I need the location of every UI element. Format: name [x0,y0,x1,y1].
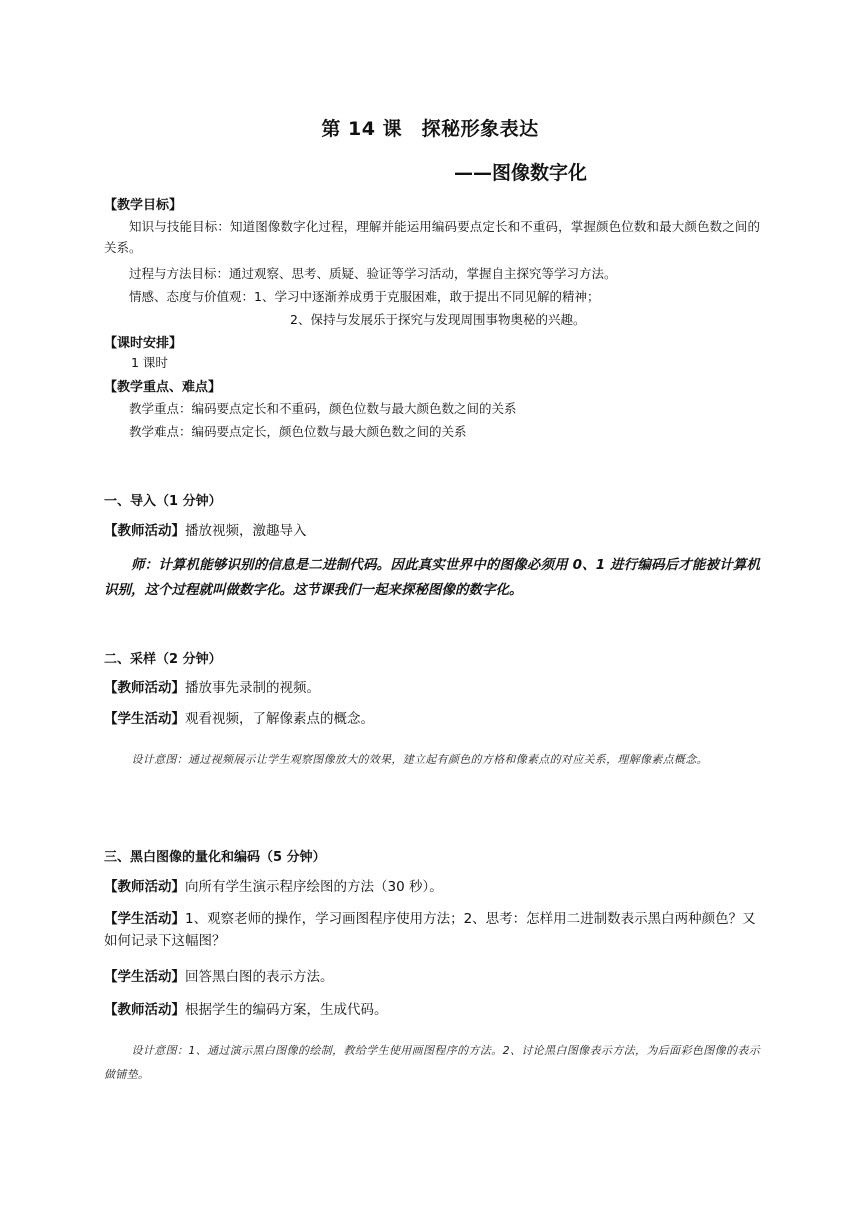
activity-text: 根据学生的编码方案，生成代码。 [185,1002,388,1018]
section-3-student-activity-2 [104,966,760,988]
section-1-teacher-activity [104,520,760,542]
difficult-point: 教学难点：编码要点定长，颜色位数与最大颜色数之间的关系 [129,424,467,439]
activity-text: 回答黑白图的表示方法。 [185,969,334,985]
lesson-title: 第 14 课 探秘形象表达 [321,118,539,140]
goal-emotion-1: 情感、态度与价值观：1、学习中逐渐养成勇于克服困难，敢于提出不同见解的精神； [129,289,600,304]
goal-knowledge: 知识与技能目标：知道图像数字化过程，理解并能运用编码要点定长和不重码，掌握颜色位数和最大颜色数之间的关系。 [104,219,760,255]
activity-tag: 【学生活动】 [104,711,185,727]
activity-tag: 【教师活动】 [104,680,185,696]
lesson-subtitle: ——图像数字化 [454,162,588,184]
key-point: 教学重点：编码要点定长和不重码，颜色位数与最大颜色数之间的关系 [129,401,517,416]
activity-text: 向所有学生演示程序绘图的方法（30 秒）。 [185,879,443,895]
section-1-heading: 一、导入（1 分钟） [104,494,222,509]
section-2-heading: 二、采样（2 分钟） [104,652,222,667]
section-3-heading: 三、黑白图像的量化和编码（5 分钟） [104,850,326,865]
section-3-teacher-activity-1 [104,876,760,898]
activity-text: 播放事先录制的视频。 [185,680,320,696]
schedule-value: 1 课时 [131,355,168,370]
activity-text: 播放视频，激趣导入 [185,523,307,539]
keypoints-heading: 【教学重点、难点】 [104,380,222,395]
section-3-design-note: 设计意图：1、通过演示黑白图像的绘制，教给学生使用画图程序的方法。2、讨论黑白图像表示方法，为后面彩色图像的表示做铺垫。 [104,1044,760,1081]
goal-emotion-2: 2、保持与发展乐于探究与发现周围事物奥秘的兴趣。 [290,312,586,327]
section-3-student-activity-1 [104,908,760,952]
section-2-teacher-activity [104,677,760,699]
section-1-quote: 师：计算机能够识别的信息是二进制代码。因此真实世界中的图像必须用 0、1 进行编码后才能被计算机识别，这个过程就叫做数字化。这节课我们一起来探秘图像的数字化。 [104,557,760,598]
activity-text: 观看视频，了解像素点的概念。 [185,711,374,727]
activity-tag: 【教师活动】 [104,1002,185,1018]
goal-process: 过程与方法目标：通过观察、思考、质疑、验证等学习活动，掌握自主探究等学习方法。 [129,266,617,281]
activity-tag: 【学生活动】 [104,911,185,927]
section-2-student-activity [104,708,760,730]
activity-tag: 【教师活动】 [104,523,185,539]
activity-text: 1、观察老师的操作，学习画图程序使用方法；2、思考：怎样用二进制数表示黑白两种颜色？又如何记录下这幅图？ [104,911,756,949]
activity-tag: 【教师活动】 [104,879,185,895]
section-3-teacher-activity-2 [104,999,760,1021]
activity-tag: 【学生活动】 [104,969,185,985]
section-2-design-note: 设计意图：通过视频展示让学生观察图像放大的效果，建立起有颜色的方格和像素点的对应关系，理解像素点概念。 [131,753,708,766]
schedule-heading: 【课时安排】 [104,336,183,351]
goals-heading: 【教学目标】 [104,198,183,213]
